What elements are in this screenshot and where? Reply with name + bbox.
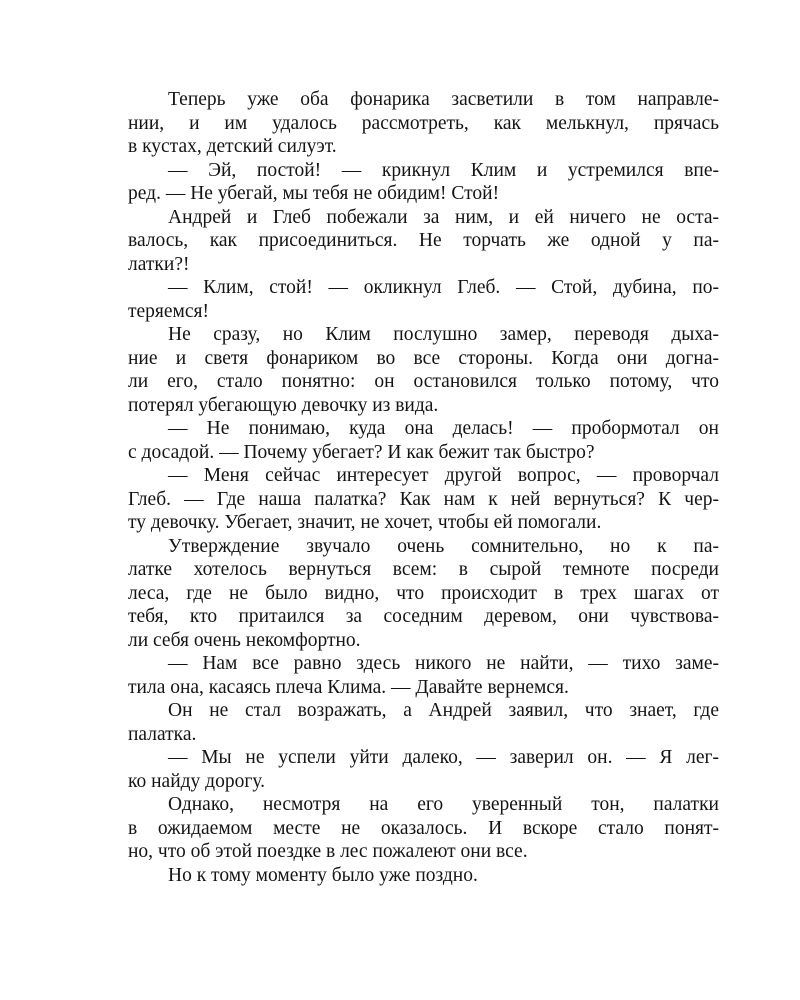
text-line: — Меня сейчас интересует другой вопрос, — проворчал (168, 465, 719, 486)
text-line: ред. — Не убегай, мы тебя не обидим! Стой! (128, 183, 500, 204)
paragraph (128, 535, 719, 653)
text-line: латке хотелось вернуться всем: в сырой темноте посреди (128, 559, 719, 580)
text-line: тила она, касаясь плеча Клима. — Давайте вернемся. (128, 676, 569, 698)
paragraph (128, 864, 719, 888)
paragraph (128, 464, 719, 535)
paragraph (128, 206, 719, 277)
text-line: Но к тому моменту было уже поздно. (168, 864, 478, 886)
text-line: Однако, несмотря на его уверенный тон, палатки (168, 794, 719, 815)
text-line: с досадой. — Почему убегает? И как бежит так быстро? (128, 441, 595, 463)
paragraph (128, 276, 719, 323)
text-line: в ожидаемом месте не оказалось. И вскоре стало понят- (128, 817, 719, 839)
paragraph (128, 159, 719, 206)
paragraph (128, 746, 719, 793)
text-line: палатка. (128, 723, 197, 745)
text-line: но, что об этой поездке в лес пожалеют они все. (128, 841, 528, 862)
paragraph (128, 323, 719, 417)
text-line: ко найду дорогу. (128, 770, 266, 792)
text-line: ли его, стало понятно: он остановился только потому, что (128, 371, 719, 392)
text-line: Глеб. — Где наша палатка? Как нам к ней вернуться? К чер- (128, 488, 719, 510)
text-line: ние и светя фонариком во все стороны. Когда они догна- (128, 347, 719, 369)
text-line: — Мы не успели уйти далеко, — заверил он. — Я лег- (168, 747, 719, 768)
paragraph (128, 88, 719, 159)
text-line: леса, где не было видно, что происходит в трех шагах от (128, 582, 719, 604)
text-line: теряемся! (128, 300, 210, 322)
text-line: валось, как присоединиться. Не торчать же одной у па- (128, 230, 719, 251)
text-line: Утверждение звучало очень сомнительно, но к па- (168, 535, 719, 557)
paragraph (128, 699, 719, 746)
paragraph (128, 793, 719, 864)
text-line: Не сразу, но Клим послушно замер, переводя дыха- (168, 324, 719, 345)
text-line: Андрей и Глеб побежали за ним, и ей ничего не оста- (168, 206, 719, 228)
text-line: — Нам все равно здесь никого не найти, — тихо заме- (168, 653, 719, 674)
paragraph (128, 652, 719, 699)
paragraph (128, 417, 719, 464)
text-line: ту девочку. Убегает, значит, не хочет, чтобы ей помогали. (128, 512, 602, 533)
text-line: Он не стал возражать, а Андрей заявил, что знает, где (168, 700, 719, 721)
text-line: — Эй, постой! — крикнул Клим и устремился впе- (168, 159, 719, 181)
text-line: нии, и им удалось рассмотреть, как мелькнул, прячась (128, 112, 719, 134)
body-text (128, 88, 719, 887)
text-line: тебя, кто притаился за соседним деревом, они чувствова- (128, 606, 719, 627)
text-line: в кустах, детский силуэт. (128, 136, 337, 157)
text-line: — Не понимаю, куда она делась! — пробормотал он (168, 418, 719, 439)
text-line: латки?! (128, 253, 190, 275)
text-line: потерял убегающую девочку из вида. (128, 394, 439, 416)
text-line: ли себя очень некомфортно. (128, 629, 361, 651)
text-line: — Клим, стой! — окликнул Глеб. — Стой, дубина, по- (168, 277, 719, 298)
text-line: Теперь уже оба фонарика засветили в том направле- (168, 89, 719, 110)
